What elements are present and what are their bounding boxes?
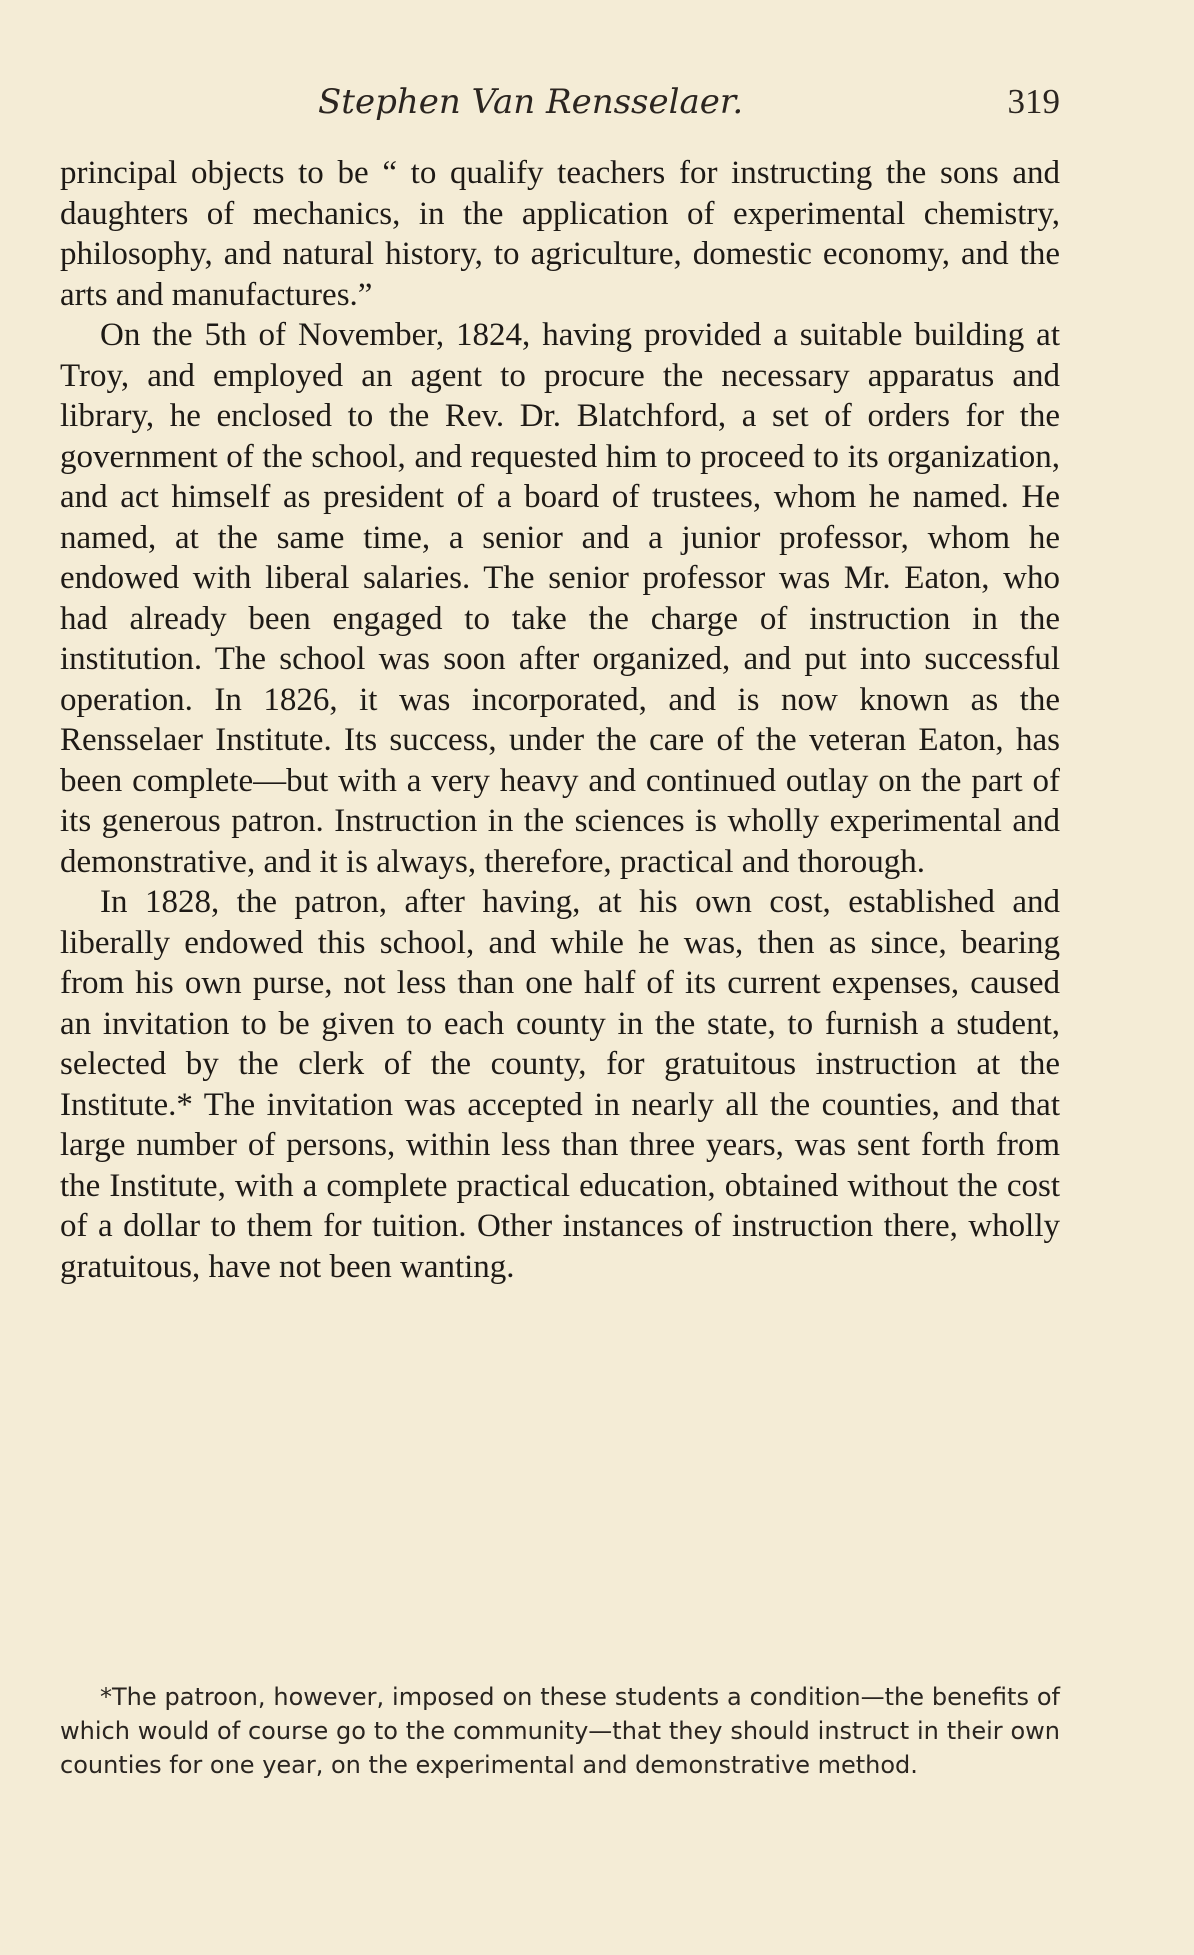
page-number: 319 <box>1007 82 1060 121</box>
footnote: *The patroon, however, imposed on these students a condition—the benefits of which would of course go to the community—that they should instruct in their own counties for one year, on the experimental and demonstrative method. <box>60 1683 1060 1779</box>
body-text <box>60 153 1060 1287</box>
paragraph-1828: In 1828, the patron, after having, at his own cost, established and liberally endowed this school, and while he was, then as since, bearing from his own purse, not less than one half of its current expenses, caused an invitation to be given to each county in the state, to furnish a student, selected by the clerk of the county, for gratuitous instruction at the Institute.* The invitation was accepted in nearly all the counties, and that large number of persons, within less than three years, was sent forth from the Institute, with a complete practical education, obtained without the cost of a dollar to them for tuition. Other instances of instruction there, wholly gratuitous, have not been wanting. <box>60 884 1060 1285</box>
page-header <box>60 82 1060 132</box>
paragraph-continued: principal objects to be “ to qualify teachers for instructing the sons and daughters of mechanics, in the application of experimental chemistry, philosophy, and natural history, to agriculture, domestic economy, and the arts and manufactures.” <box>60 155 1060 313</box>
running-title: Stephen Van Rensselaer. <box>318 82 744 122</box>
paragraph-1824: On the 5th of November, 1824, having provided a suitable building at Troy, and employed an agent to procure the necessary apparatus and library, he enclosed to the Rev. Dr. Blatchford, a set of orders for the government of the school, and requested him to proceed to its organization, and act himself as president of a board of trustees, whom he named. He named, at the same time, a senior and a junior professor, whom he endowed with liberal salaries. The senior professor was Mr. Eaton, who had already been engaged to take the charge of instruction in the institution. The school was soon after organized, and put into successful operation. In 1826, it was incorporated, and is now known as the Rensselaer Institute. Its success, under the care of the veteran Eaton, has been complete—but with a very heavy and continued outlay on the part of its generous patron. Instruction in the sciences is wholly experimental and demonstrative, and it is always, therefore, practical and thorough. <box>60 317 1060 880</box>
